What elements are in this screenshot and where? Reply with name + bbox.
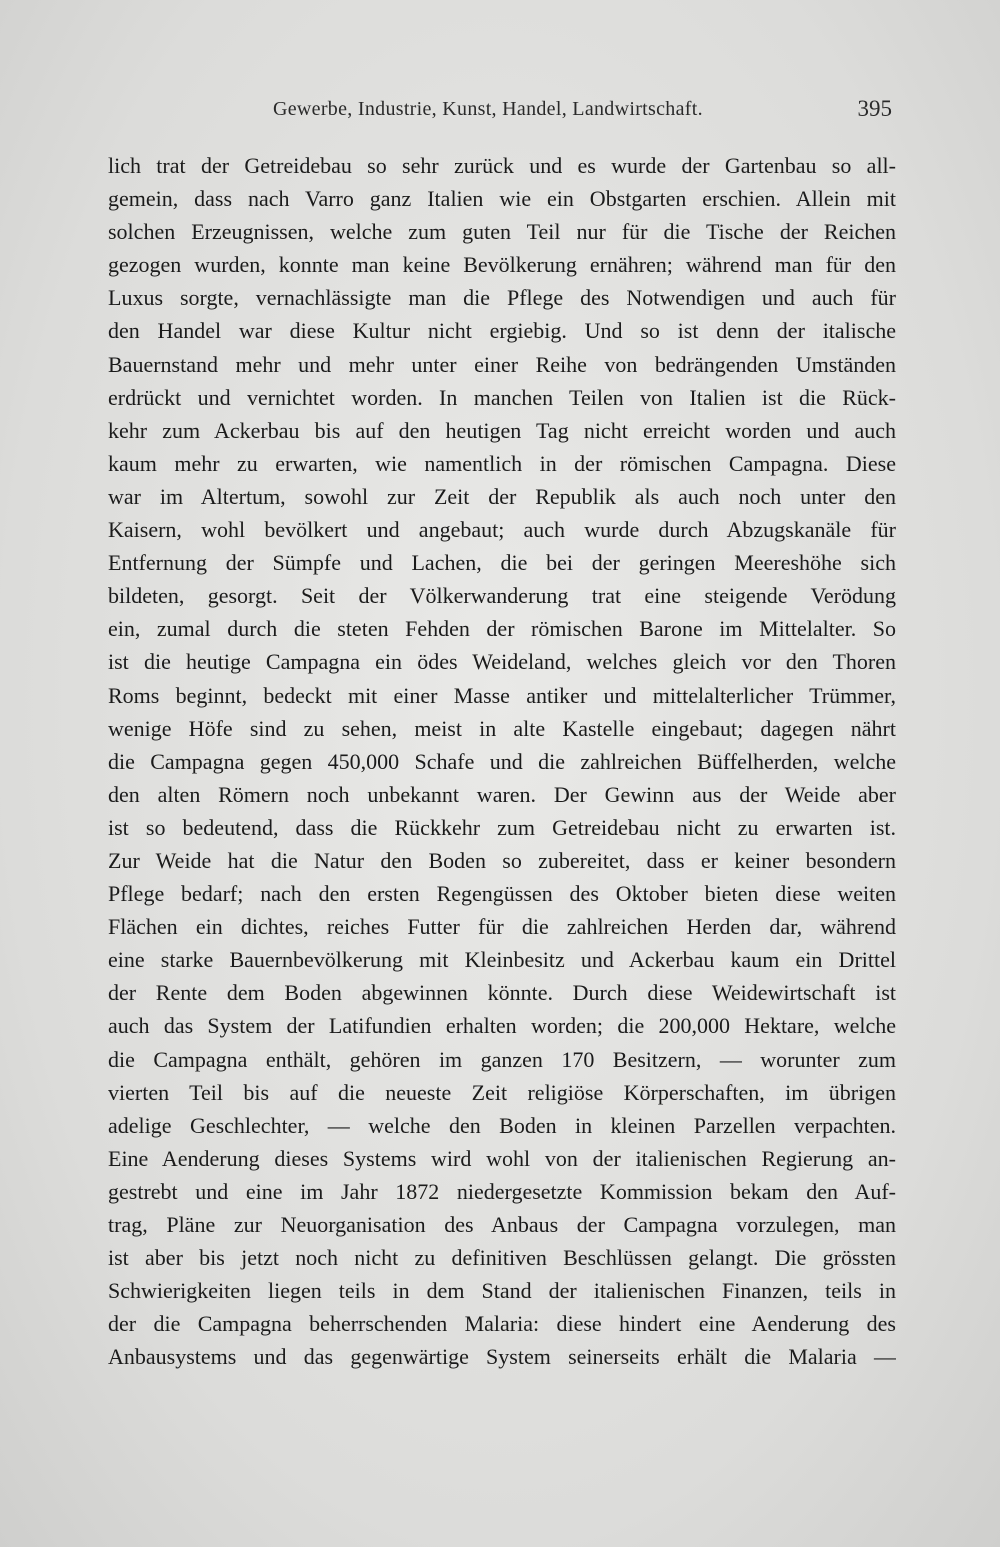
text-line: Pflege bedarf; nach den ersten Regengüssen des Oktober bieten diese weiten	[108, 881, 896, 907]
text-line: den alten Römern noch unbekannt waren. Der Gewinn aus der Weide aber	[108, 781, 896, 807]
text-line: Bauernstand mehr und mehr unter einer Reihe von bedrängenden Umständen	[108, 351, 896, 377]
text-line: gezogen wurden, konnte man keine Bevölkerung ernähren; während man für den	[108, 252, 896, 278]
text-line: Entfernung der Sümpfe und Lachen, die bei der geringen Meereshöhe sich	[108, 550, 896, 576]
text-line: Schwierigkeiten liegen teils in dem Stand der italienischen Finanzen, teils in	[108, 1278, 896, 1304]
text-line: Kaisern, wohl bevölkert und angebaut; auch wurde durch Abzugskanäle für	[108, 517, 896, 543]
text-line: ein, zumal durch die steten Fehden der römischen Barone im Mittelalter. So	[108, 616, 896, 642]
body-text	[108, 149, 896, 1373]
text-line: gemein, dass nach Varro ganz Italien wie ein Obstgarten erschien. Allein mit	[108, 186, 896, 212]
text-line: der die Campagna beherrschenden Malaria: diese hindert eine Aenderung des	[108, 1311, 896, 1337]
text-line: eine starke Bauernbevölkerung mit Kleinbesitz und Ackerbau kaum ein Drittel	[108, 947, 896, 973]
text-line: die Campagna enthält, gehören im ganzen 170 Besitzern, — worunter zum	[108, 1046, 896, 1072]
text-line: ist so bedeutend, dass die Rückkehr zum Getreidebau nicht zu erwarten ist.	[108, 814, 896, 840]
text-line: war im Altertum, sowohl zur Zeit der Republik als auch noch unter den	[108, 483, 896, 509]
text-line: der Rente dem Boden abgewinnen könnte. Durch diese Weidewirtschaft ist	[108, 980, 896, 1006]
text-line: Zur Weide hat die Natur den Boden so zubereitet, dass er keiner besondern	[108, 847, 896, 873]
running-title: Gewerbe, Industrie, Kunst, Handel, Landwirtschaft.	[273, 98, 703, 120]
text-line: adelige Geschlechter, — welche den Boden in kleinen Parzellen verpachten.	[108, 1112, 896, 1138]
running-head	[108, 98, 892, 130]
text-line: gestrebt und eine im Jahr 1872 niedergesetzte Kommission bekam den Auf-	[108, 1178, 896, 1204]
page-number: 395	[857, 96, 892, 121]
text-line: trag, Pläne zur Neuorganisation des Anbaus der Campagna vorzulegen, man	[108, 1212, 896, 1237]
text-line: Luxus sorgte, vernachlässigte man die Pflege des Notwendigen und auch für	[108, 285, 896, 311]
text-line: die Campagna gegen 450,000 Schafe und die zahlreichen Büffelherden, welche	[108, 748, 896, 774]
text-line: Roms beginnt, bedeckt mit einer Masse antiker und mittelalterlicher Trümmer,	[108, 682, 896, 708]
text-line: Flächen ein dichtes, reiches Futter für die zahlreichen Herden dar, während	[108, 914, 896, 940]
text-line: vierten Teil bis auf die neueste Zeit religiöse Körperschaften, im übrigen	[108, 1079, 896, 1105]
text-line: kehr zum Ackerbau bis auf den heutigen Tag nicht erreicht worden und auch	[108, 417, 896, 443]
text-line: lich trat der Getreidebau so sehr zurück und es wurde der Gartenbau so all-	[108, 153, 896, 178]
text-line: Eine Aenderung dieses Systems wird wohl von der italienischen Regierung an-	[108, 1145, 896, 1171]
text-line: Anbausystems und das gegenwärtige System seinerseits erhält die Malaria —	[108, 1344, 896, 1370]
text-line: auch das System der Latifundien erhalten worden; die 200,000 Hektare, welche	[108, 1013, 896, 1039]
text-line: wenige Höfe sind zu sehen, meist in alte Kastelle eingebaut; dagegen nährt	[108, 715, 896, 741]
text-line: bildeten, gesorgt. Seit der Völkerwanderung trat eine steigende Verödung	[108, 583, 896, 609]
text-line: ist aber bis jetzt noch nicht zu definitiven Beschlüssen gelangt. Die grössten	[108, 1245, 896, 1271]
text-line: erdrückt und vernichtet worden. In manchen Teilen von Italien ist die Rück-	[108, 384, 896, 410]
text-line: kaum mehr zu erwarten, wie namentlich in der römischen Campagna. Diese	[108, 450, 896, 476]
text-line: ist die heutige Campagna ein ödes Weideland, welches gleich vor den Thoren	[108, 649, 896, 675]
text-line: den Handel war diese Kultur nicht ergiebig. Und so ist denn der italische	[108, 318, 896, 344]
text-line: solchen Erzeugnissen, welche zum guten Teil nur für die Tische der Reichen	[108, 219, 896, 245]
